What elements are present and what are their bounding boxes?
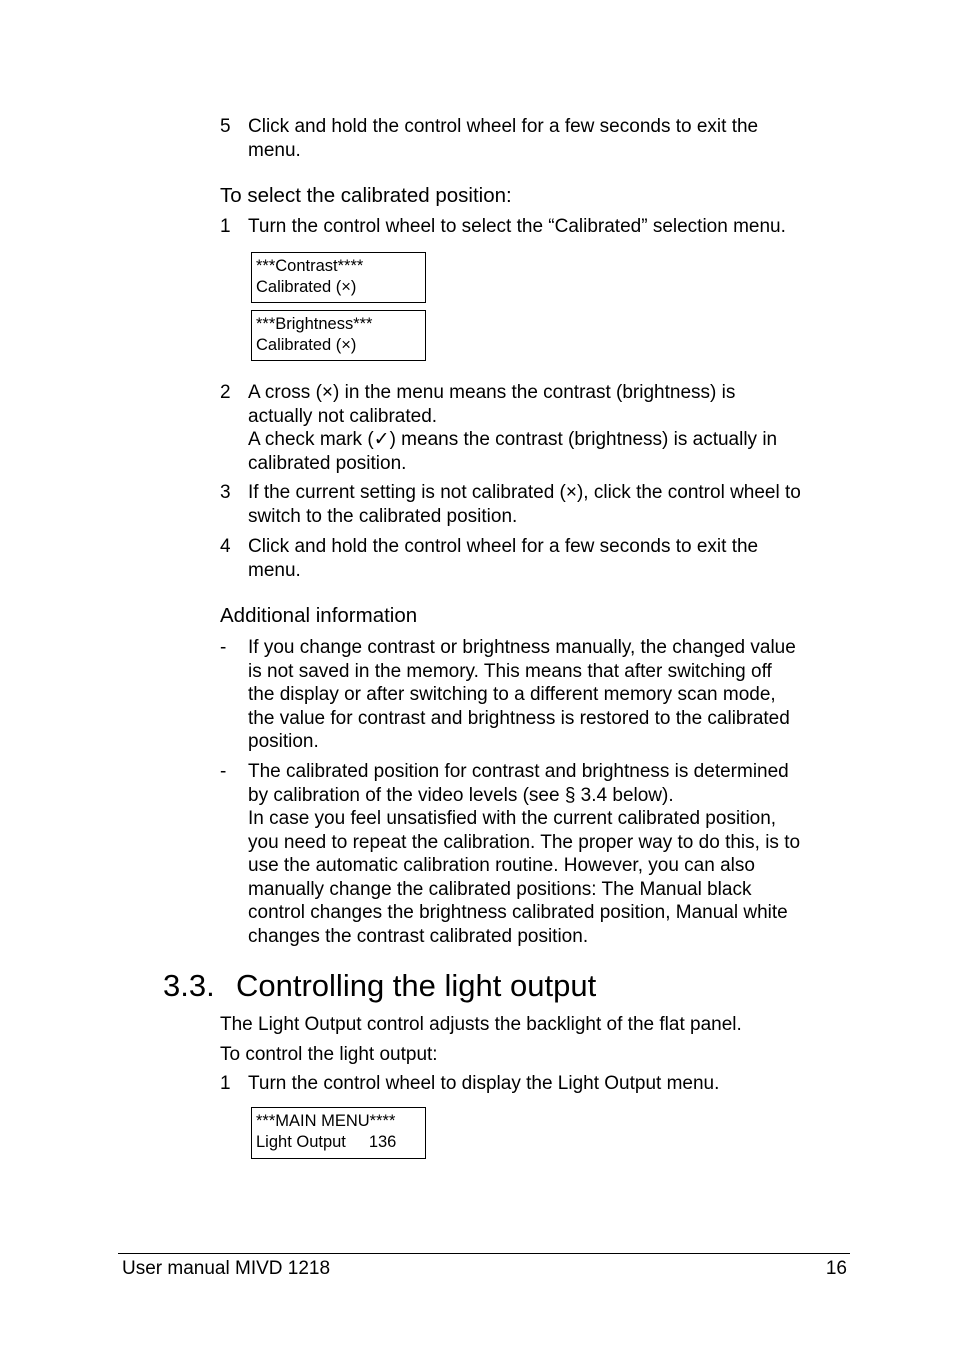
bullet-text-line: the value for contrast and brightness is restored to the calibrated (248, 707, 790, 729)
footer-page-number: 16 (825, 1258, 847, 1279)
bullet-text-line (248, 878, 848, 902)
bullet-text-line: use the automatic calibration routine. However, you can also (248, 855, 755, 876)
osd-menu-line: Light Output 136 (256, 1133, 397, 1151)
bullet-text (248, 636, 848, 754)
step-number: 2 (220, 382, 231, 403)
osd-menu-line: ***MAIN MENU**** (256, 1112, 396, 1130)
osd-menu-line: Calibrated (×) (256, 336, 357, 354)
bullet-text-line: In case you feel unsatisfied with the current calibrated position, (248, 808, 777, 829)
step-text-line: menu. (248, 559, 301, 581)
step-number: 3 (220, 482, 231, 503)
bullet-text-line: position. (248, 731, 319, 752)
footer-document-title: User manual MIVD 1218 (122, 1258, 331, 1279)
control-name-manual-black: Manual black (639, 878, 752, 900)
step-text-line: A cross (×) in the menu means the contrast (brightness) is (248, 382, 736, 403)
step-text-line: Click and hold the control wheel for a few seconds to exit the (248, 116, 759, 137)
step-text (248, 115, 848, 162)
step-number: 1 (220, 216, 231, 237)
section-number: 3.3. (163, 968, 215, 1003)
subheading-additional-information: Additional information (220, 604, 418, 627)
step-number: 5 (220, 116, 231, 137)
bullet-text-line: is not saved in the memory. This means that after switching off (248, 660, 772, 682)
bullet-text-line (248, 901, 848, 925)
osd-menu-line: Calibrated (×) (256, 278, 357, 296)
bullet-text-line: you need to repeat the calibration. The proper way to do this, is to (248, 831, 801, 853)
step-text-line: switch to the calibrated position. (248, 505, 518, 527)
step-text-line: actually not calibrated. (248, 405, 438, 427)
osd-menu-line: ***Brightness*** (256, 315, 373, 333)
step-number: 4 (220, 536, 231, 557)
step-text-line: Turn the control wheel to select the “Calibrated” selection menu. (248, 216, 786, 237)
bullet-dash: - (220, 761, 227, 782)
step-text-line: Click and hold the control wheel for a few seconds to exit the (248, 536, 759, 557)
bullet-text-line: If you change contrast or brightness manually, the changed value (248, 637, 796, 658)
osd-menu-brightness (251, 310, 426, 361)
osd-menu-main (251, 1107, 426, 1159)
bullet-text-line: The calibrated position for contrast and brightness is determined (248, 761, 789, 782)
footer-divider (118, 1253, 850, 1254)
bullet-text-line: by calibration of the video levels (see § 3.4 below). (248, 784, 674, 806)
step-text (248, 481, 848, 528)
intro-paragraph: To control the light output: (220, 1044, 438, 1065)
step-text-line: If the current setting is not calibrated (×), click the control wheel to (248, 482, 801, 503)
step-text-line: menu. (248, 139, 301, 161)
osd-menu-line: ***Contrast**** (256, 257, 364, 275)
bullet-text-line: the display or after switching to a different memory scan mode, (248, 684, 776, 705)
text-fragment: control changes the brightness calibrated position, (248, 902, 676, 923)
step-text (248, 381, 848, 475)
step-text-line: A check mark (✓) means the contrast (brightness) is actually in (248, 429, 778, 450)
step-text-line: calibrated position. (248, 452, 407, 474)
step-number: 1 (220, 1073, 231, 1094)
bullet-dash: - (220, 637, 227, 658)
step-text (248, 535, 848, 582)
control-name-manual-white: Manual white (675, 902, 788, 923)
section-title-text: Controlling the light output (236, 968, 597, 1003)
bullet-text (248, 760, 848, 948)
intro-paragraph: The Light Output control adjusts the backlight of the flat panel. (220, 1014, 742, 1035)
step-text-line: Turn the control wheel to display the Light Output menu. (248, 1073, 720, 1094)
section-title (163, 966, 596, 1006)
bullet-text-line: changes the contrast calibrated position. (248, 925, 589, 947)
text-fragment: manually change the calibrated positions: The (248, 878, 640, 900)
step-text (248, 1072, 848, 1096)
subheading-calibrated: To select the calibrated position: (220, 184, 512, 207)
osd-menu-contrast (251, 252, 426, 303)
step-text (248, 215, 848, 239)
